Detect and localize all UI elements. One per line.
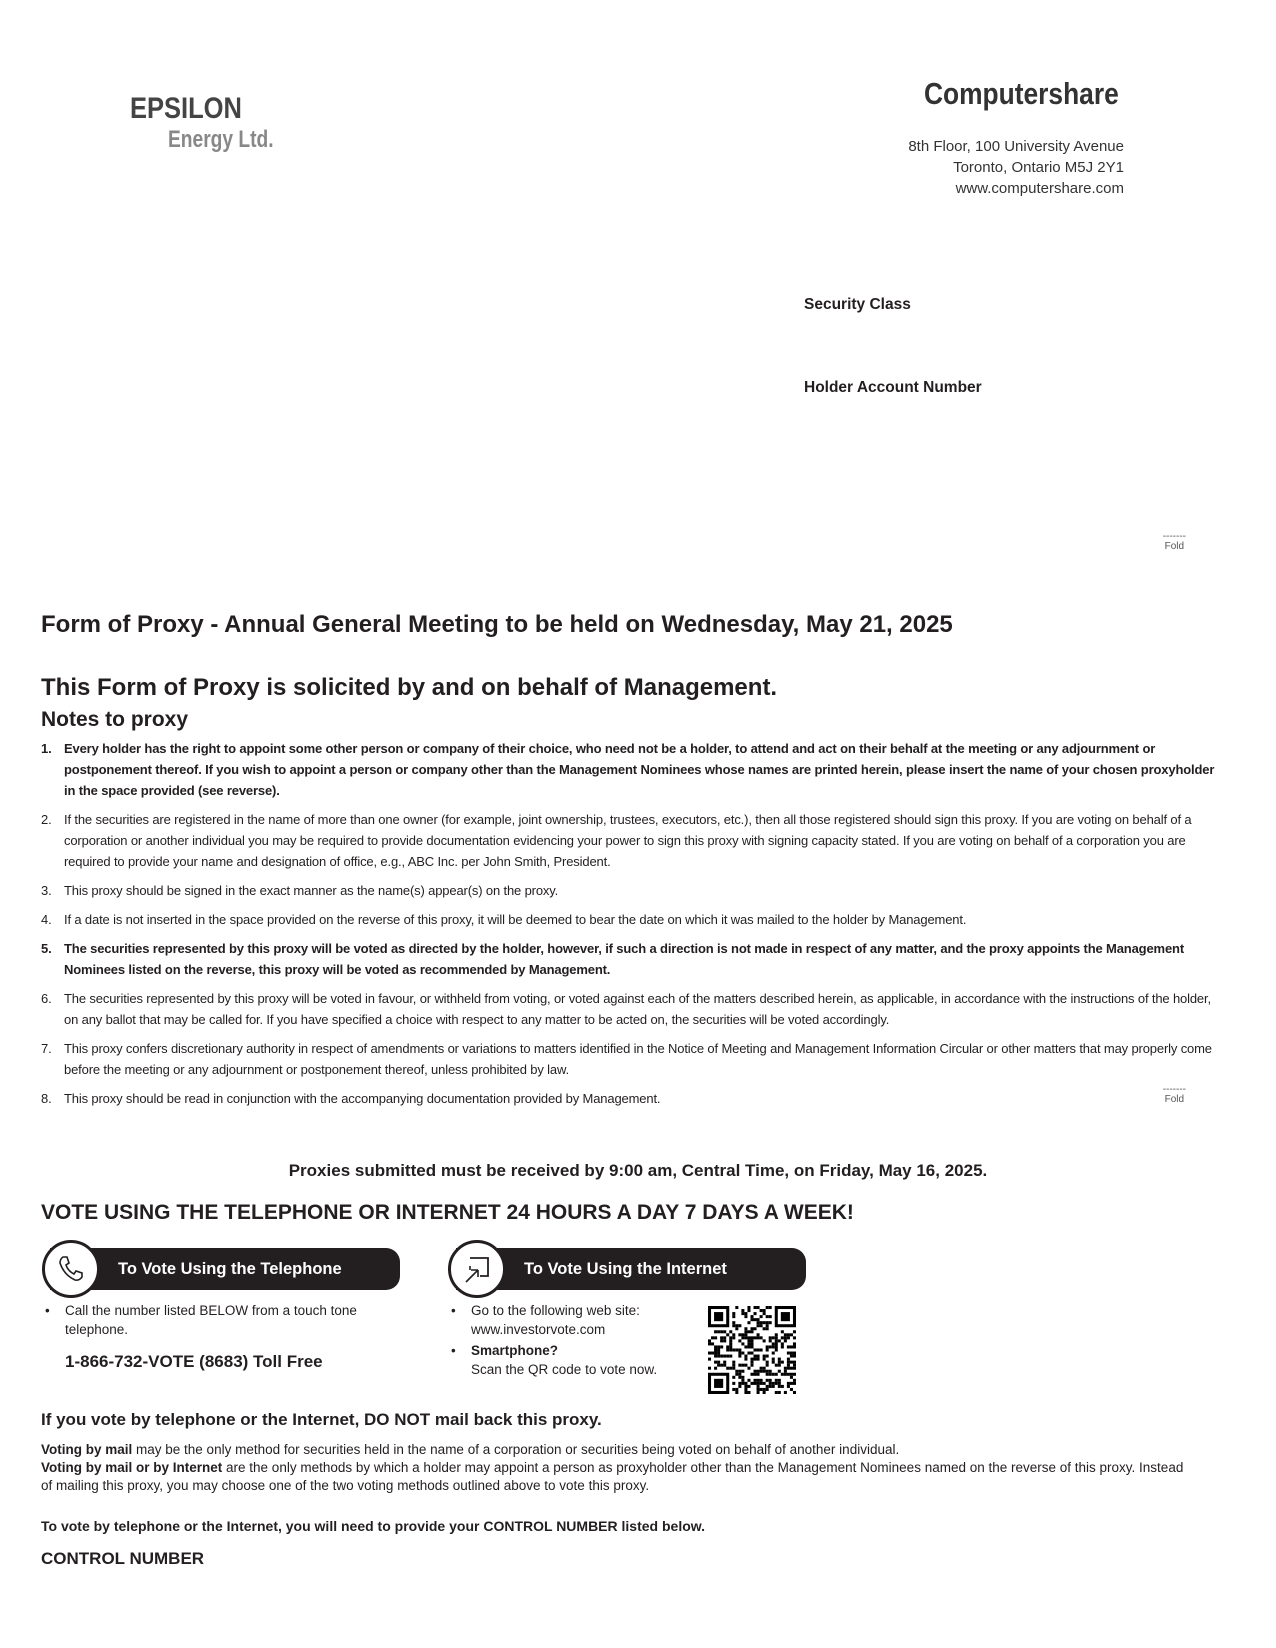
address-line: Toronto, Ontario M5J 2Y1 — [953, 159, 1124, 176]
note-text: The securities represented by this proxy will be voted as directed by the holder, however, if such a direction is not made in respect of any matter, and the proxy appoints the Management Nominees listed on the reverse, this proxy will be voted as recommended by Management. — [64, 941, 1185, 977]
internet-icon-circle — [448, 1240, 506, 1298]
form-subtitle: This Form of Proxy is solicited by and on behalf of Management. — [41, 674, 778, 701]
smartphone-title: Smartphone? — [471, 1343, 559, 1358]
investorvote-link[interactable]: www.investorvote.com — [471, 1322, 606, 1337]
mail-p2-text: are the only methods by which a holder may appoint a person as proxyholder other than the Management Nominees named on the reverse of this proxy. Instead of mailing this proxy, you may choose one of the two voting methods outlined above to vote this proxy. — [41, 1460, 1184, 1493]
note-item — [41, 809, 1221, 872]
mail-voting-info — [41, 1441, 1191, 1495]
telephone-number[interactable]: 1-866-732-VOTE (8683) Toll Free — [65, 1352, 323, 1371]
smartphone-text: Scan the QR code to vote now. — [471, 1362, 658, 1377]
computershare-logo: Computershare — [924, 76, 1119, 111]
security-class-label: Security Class — [804, 296, 911, 313]
notes-title: Notes to proxy — [41, 708, 189, 731]
note-number: 5. — [41, 941, 52, 956]
form-title: Form of Proxy - Annual General Meeting to be held on Wednesday, May 21, 2025 — [41, 611, 953, 638]
fold-line: ------- — [1162, 1084, 1186, 1095]
note-item — [41, 909, 1221, 930]
internet-heading: To Vote Using the Internet — [456, 1248, 806, 1290]
holder-account-label: Holder Account Number — [804, 379, 982, 396]
telephone-heading: To Vote Using the Telephone — [50, 1248, 400, 1290]
vote-heading: VOTE USING THE TELEPHONE OR INTERNET 24 HOURS A DAY 7 DAYS A WEEK! — [41, 1201, 854, 1224]
note-text: Every holder has the right to appoint some other person or company of their choice, who need not be a holder, to attend and act on their behalf at the meeting or any adjournment or postponement thereof. If you wish to appoint a person or company other than the Management Nominees whose names are printed herein, please insert the name of your chosen proxyholder in the space provided (see reverse). — [64, 741, 1215, 798]
telephone-icon-circle — [42, 1240, 100, 1298]
note-text: If a date is not inserted in the space provided on the reverse of this proxy, it will be deemed to bear the date on which it was mailed to the holder by Management. — [64, 912, 967, 927]
mail-p2-bold: Voting by mail or by Internet — [41, 1460, 223, 1475]
note-text: The securities represented by this proxy will be voted in favour, or withheld from voting, or voted against each of the matters described herein, as applicable, in accordance with the instructions of the holder, on any ballot that may be called for. If you have specified a choice with respect to any matter to be acted on, the securities will be voted accordingly. — [64, 991, 1211, 1027]
note-item — [41, 738, 1221, 801]
do-not-mail-warning: If you vote by telephone or the Internet, DO NOT mail back this proxy. — [41, 1410, 602, 1429]
note-text: This proxy should be signed in the exact manner as the name(s) appear(s) on the proxy. — [64, 883, 559, 898]
note-number: 8. — [41, 1091, 52, 1106]
note-number: 6. — [41, 991, 52, 1006]
note-item — [41, 938, 1221, 980]
note-number: 7. — [41, 1041, 52, 1056]
issuer-logo: EPSILON — [130, 92, 242, 125]
qr-code[interactable] — [708, 1306, 796, 1394]
address-line: 8th Floor, 100 University Avenue — [908, 138, 1124, 155]
mail-p1-text: may be the only method for securities held in the name of a corporation or securities being voted on behalf of another individual. — [132, 1442, 900, 1457]
note-item — [41, 1038, 1221, 1080]
notes-list — [41, 738, 1221, 1117]
issuer-logo-subtitle: Energy Ltd. — [168, 126, 274, 153]
agent-address — [908, 136, 1124, 199]
telephone-icon — [55, 1253, 87, 1285]
note-text: This proxy should be read in conjunction with the accompanying documentation provided by Management. — [64, 1091, 661, 1106]
telephone-instruction-text: Call the number listed BELOW from a touch tone telephone. — [65, 1303, 357, 1337]
telephone-instruction: • Call the number listed BELOW from a touch tone telephone. — [45, 1303, 357, 1337]
control-number-label: CONTROL NUMBER — [41, 1549, 205, 1568]
screen-cursor-icon — [460, 1252, 494, 1286]
note-text: If the securities are registered in the name of more than one owner (for example, joint ownership, trustees, executors, etc.), then all those registered should sign this proxy. If you are voting on behalf of a corporation or another individual you may be required to provide documentation evidencing your power to sign this proxy with signing capacity stated. If you are voting on behalf of a corporation you are required to provide your name and designation of office, e.g., ABC Inc. per John Smith, President. — [64, 812, 1192, 869]
smartphone-instruction: • Smartphone? Scan the QR code to vote now. — [451, 1343, 658, 1377]
note-number: 2. — [41, 812, 52, 827]
fold-line: ------- — [1162, 531, 1186, 542]
internet-instruction-text: Go to the following web site: — [471, 1303, 640, 1318]
note-number: 3. — [41, 883, 52, 898]
note-item — [41, 1088, 1221, 1109]
fold-label: Fold — [1164, 1094, 1185, 1105]
address-website: www.computershare.com — [955, 180, 1124, 197]
fold-mark — [1163, 532, 1186, 552]
note-item — [41, 988, 1221, 1030]
control-number-instruction: To vote by telephone or the Internet, you will need to provide your CONTROL NUMBER listed below. — [41, 1518, 706, 1534]
note-number: 4. — [41, 912, 52, 927]
mail-p1-bold: Voting by mail — [41, 1442, 133, 1457]
deadline: Proxies submitted must be received by 9:00 am, Central Time, on Friday, May 16, 2025. — [288, 1161, 988, 1180]
fold-label: Fold — [1164, 541, 1185, 552]
note-number: 1. — [41, 741, 52, 756]
internet-instruction: • Go to the following web site: www.investorvote.com — [451, 1303, 640, 1337]
note-text: This proxy confers discretionary authority in respect of amendments or variations to matters identified in the Notice of Meeting and Management Information Circular or other matters that may properly come before the meeting or any adjournment or postponement thereof, unless prohibited by law. — [64, 1041, 1212, 1077]
note-item — [41, 880, 1221, 901]
